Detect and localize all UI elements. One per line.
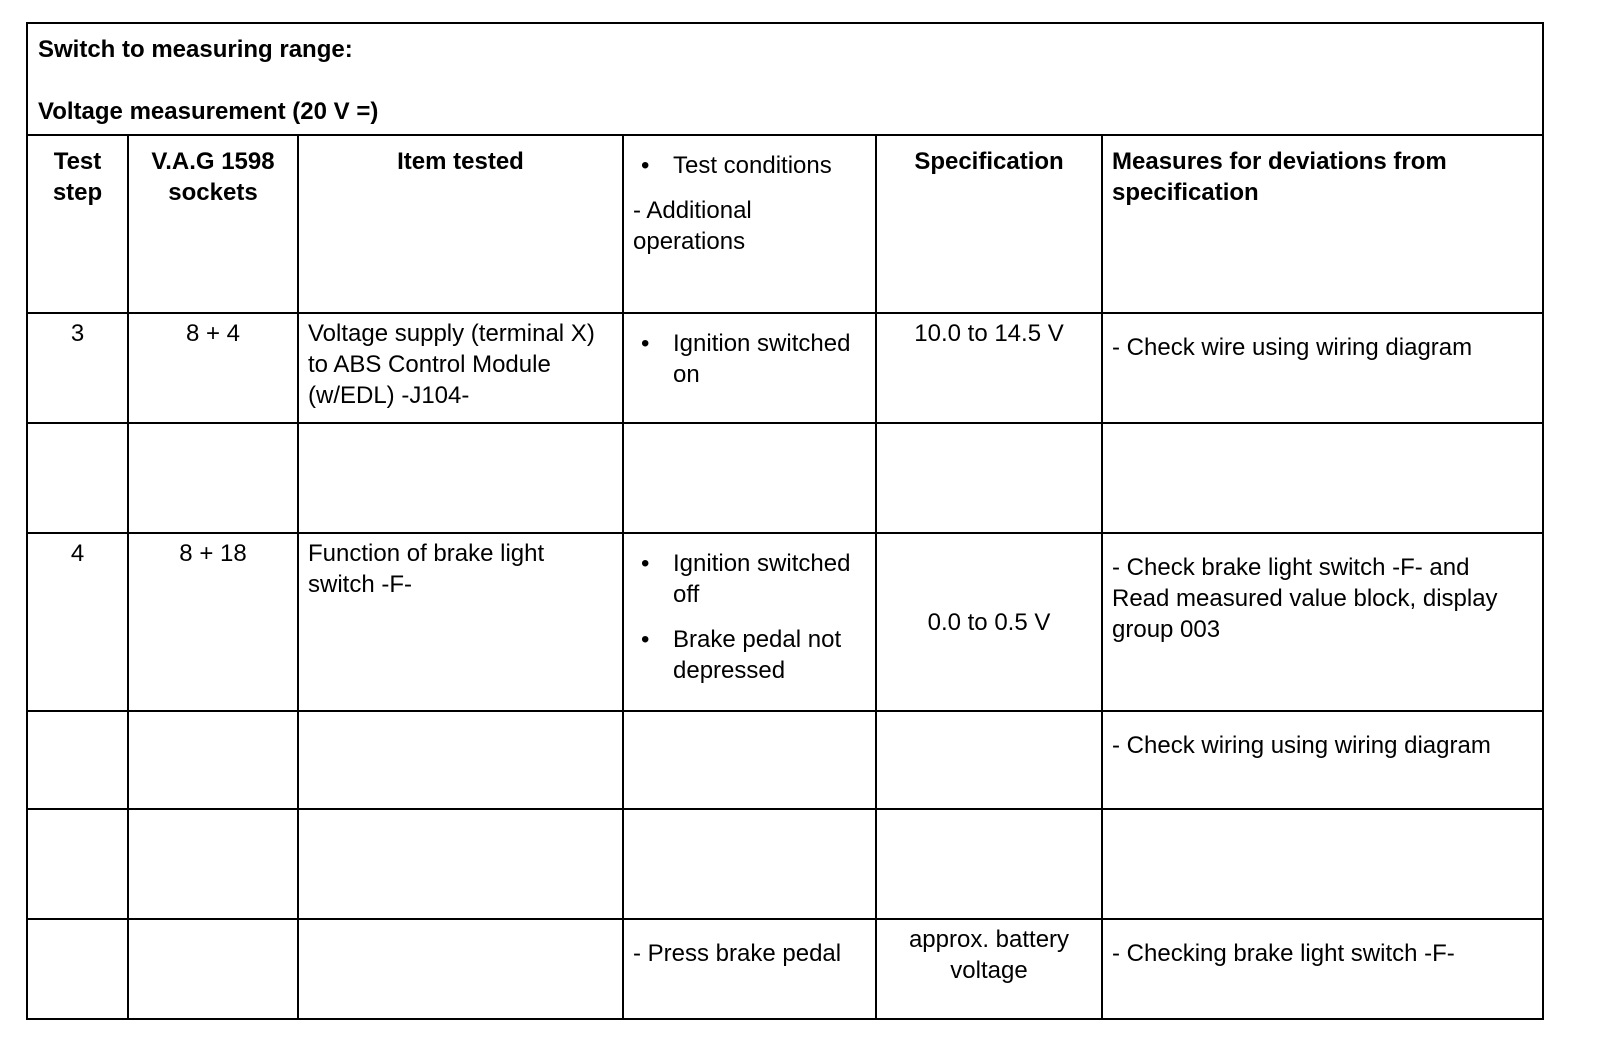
measuring-range-label: Switch to measuring range: [38,36,353,63]
row-press-specification: approx. battery voltage [877,920,1103,1018]
row-empty-1-conditions [624,424,877,534]
column-header-conditions [624,136,877,314]
row-press-item [299,920,624,1018]
row-3-conditions [624,314,877,424]
row-wiring-item [299,712,624,810]
row-wiring-specification [877,712,1103,810]
row-empty-1-item [299,424,624,534]
column-header-item-tested: Item tested [299,136,624,314]
table-header-block [28,24,1542,136]
row-4-measure: - Check brake light switch -F- and Read measured value block, display group 003 [1103,534,1542,712]
row-4-item: Function of brake light switch -F- [299,534,624,712]
column-header-conditions-bullet: • Test conditions [633,150,866,181]
row-3-item: Voltage supply (terminal X) to ABS Control Module (w/EDL) -J104- [299,314,624,424]
row-empty-1-measure [1103,424,1542,534]
row-4-conditions [624,534,877,712]
row-empty-2-measure [1103,810,1542,920]
column-header-measures: Measures for deviations from specification [1103,136,1542,314]
column-header-conditions-dash: - Additional operations [633,197,752,255]
column-header-specification: Specification [877,136,1103,314]
row-press-operation: - Press brake pedal [624,920,877,1018]
voltage-measurement-label: Voltage measurement (20 V =) [38,98,379,125]
row-empty-2-conditions [624,810,877,920]
row-4-sockets: 8 + 18 [129,534,299,712]
row-empty-2-item [299,810,624,920]
row-empty-1-step [28,424,129,534]
row-wiring-conditions [624,712,877,810]
row-3-condition-1: • Ignition switched on [633,328,866,390]
row-4-condition-2: • Brake pedal not depressed [633,624,866,686]
row-4-specification [877,534,1103,712]
row-wiring-step [28,712,129,810]
measurement-table [26,22,1544,1020]
row-3-specification: 10.0 to 14.5 V [877,314,1103,424]
row-empty-1-sockets [129,424,299,534]
row-3-measure: - Check wire using wiring diagram [1103,314,1542,424]
row-wiring-measure: - Check wiring using wiring diagram [1103,712,1542,810]
column-header-sockets: V.A.G 1598 sockets [129,136,299,314]
row-3-sockets: 8 + 4 [129,314,299,424]
row-press-measure: - Checking brake light switch -F- [1112,940,1455,967]
row-press-sockets [129,920,299,1018]
row-press-step [28,920,129,1018]
row-4-specification-value: 0.0 to 0.5 V [927,608,1051,636]
row-3-step: 3 [28,314,129,424]
row-empty-2-step [28,810,129,920]
row-wiring-sockets [129,712,299,810]
row-4-condition-1: • Ignition switched off [633,548,866,610]
row-4-step: 4 [28,534,129,712]
row-empty-2-sockets [129,810,299,920]
row-empty-1-specification [877,424,1103,534]
column-header-test-step: Test step [28,136,129,314]
row-empty-2-specification [877,810,1103,920]
